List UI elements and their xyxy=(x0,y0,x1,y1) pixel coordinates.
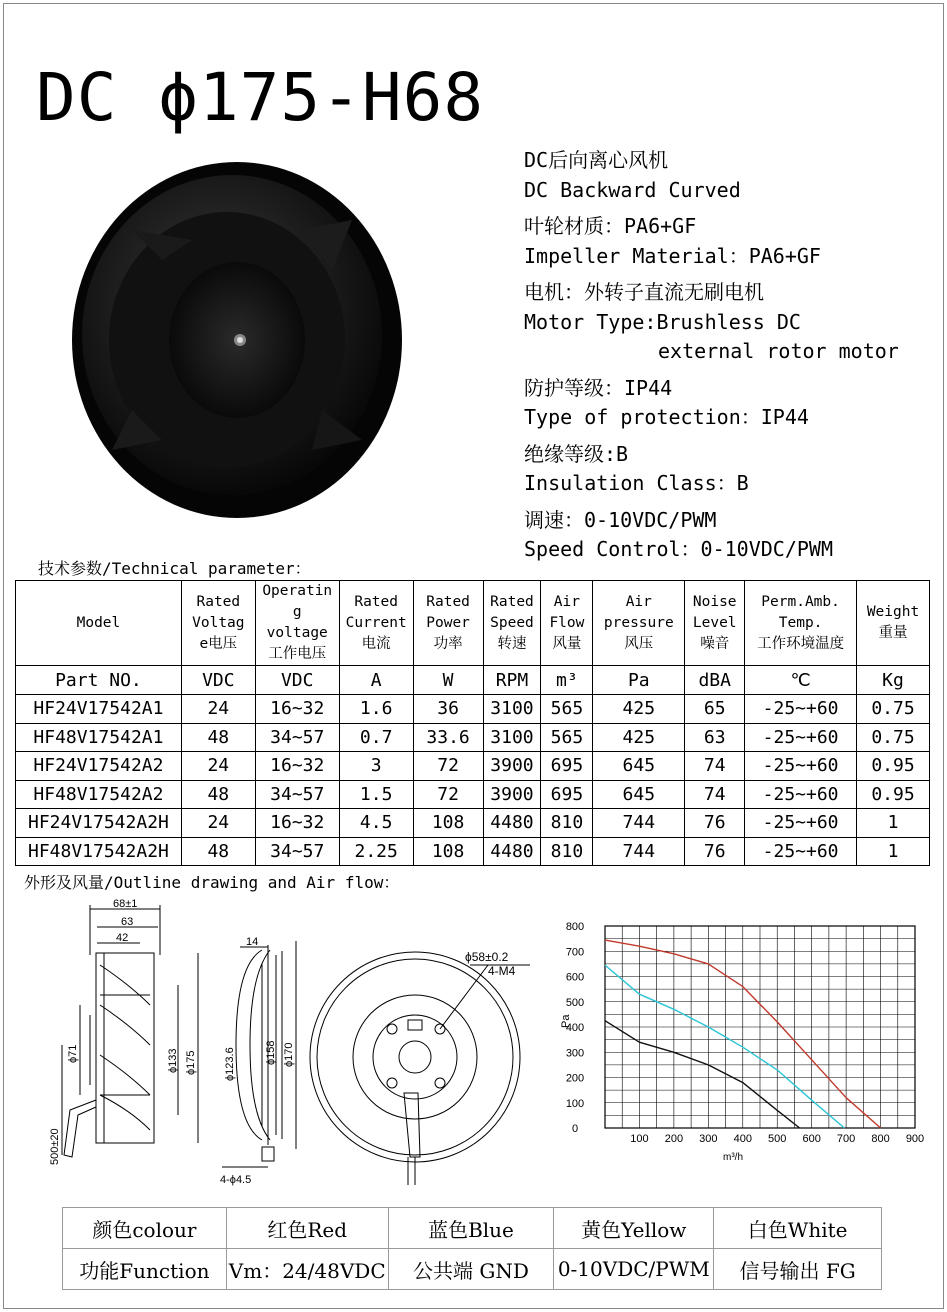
color-table-cell: 红色Red xyxy=(226,1208,388,1249)
color-table-cell: 蓝色Blue xyxy=(388,1208,554,1249)
table-cell: -25~+60 xyxy=(745,809,857,838)
table-row xyxy=(16,809,930,838)
wire-color-table xyxy=(62,1207,882,1290)
color-table-cell: Vm：24/48VDC xyxy=(226,1249,388,1290)
table-cell: 108 xyxy=(413,809,483,838)
table-cell: 744 xyxy=(593,809,685,838)
table-cell: 34~57 xyxy=(255,837,339,866)
chart-y-tick-label: 600 xyxy=(565,971,585,984)
chart-grid xyxy=(605,926,915,1128)
table-cell: 72 xyxy=(413,780,483,809)
param-header-7: Air pressure 风压 xyxy=(593,581,685,666)
param-header-9: Perm.Amb. Temp. 工作环境温度 xyxy=(745,581,857,666)
table-cell: HF48V17542A2H xyxy=(16,837,182,866)
motor-type-en-line2: external rotor motor xyxy=(658,339,899,363)
table-cell: 74 xyxy=(685,752,745,781)
tech-parameter-heading: 技术参数/Technical parameter： xyxy=(38,559,311,578)
dim-500: 500±20 xyxy=(49,1128,61,1165)
table-row xyxy=(16,837,930,866)
table-cell: 0.75 xyxy=(857,695,930,724)
param-unit-cell: Pa xyxy=(593,666,685,695)
table-cell: 0.95 xyxy=(857,752,930,781)
chart-x-tick-label: 400 xyxy=(733,1133,752,1145)
side-view-drawing xyxy=(62,905,198,1157)
table-cell: 0.75 xyxy=(857,723,930,752)
table-cell: 48 xyxy=(181,780,255,809)
table-cell: 24 xyxy=(181,752,255,781)
product-title: DC ϕ175-H68 xyxy=(36,59,485,136)
dim-68: 68±1 xyxy=(113,898,138,910)
param-unit-cell: Kg xyxy=(857,666,930,695)
chart-x-tick-label: 200 xyxy=(664,1133,684,1145)
table-cell: 645 xyxy=(593,780,685,809)
chart-x-tick-label: 500 xyxy=(768,1133,787,1145)
table-cell: 1.5 xyxy=(339,780,413,809)
param-unit-row xyxy=(16,666,930,695)
table-cell: 810 xyxy=(541,837,593,866)
table-cell: 695 xyxy=(541,752,593,781)
chart-y-tick-label: 700 xyxy=(565,946,585,959)
color-table-cell: 0-10VDC/PWM xyxy=(554,1249,714,1290)
chart-x-tick-label: 600 xyxy=(802,1133,821,1145)
color-table-cell: 颜色colour xyxy=(63,1208,227,1249)
table-cell: HF24V17542A1 xyxy=(16,695,182,724)
table-cell: 34~57 xyxy=(255,780,339,809)
chart-y-tick-label: 800 xyxy=(565,921,585,933)
table-cell: HF24V17542A2 xyxy=(16,752,182,781)
dim-42: 42 xyxy=(116,932,129,944)
param-header-6: Air Flow 风量 xyxy=(541,581,593,666)
table-cell: HF24V17542A2H xyxy=(16,809,182,838)
chart-y-tick-label: 500 xyxy=(565,996,585,1009)
outline-drawing xyxy=(0,895,545,1195)
color-table-row xyxy=(63,1208,882,1249)
table-cell: 76 xyxy=(685,837,745,866)
chart-x-label: m³/h xyxy=(723,1152,743,1163)
chart-y-tick-label: 200 xyxy=(565,1072,585,1085)
param-header-8: Noise Level 噪音 xyxy=(685,581,745,666)
chart-y-tick-label: 100 xyxy=(565,1097,585,1110)
table-row xyxy=(16,695,930,724)
dim-m4: 4-M4 xyxy=(488,964,516,978)
color-table-cell: 功能Function xyxy=(63,1249,227,1290)
table-cell: 24 xyxy=(181,695,255,724)
dim-phi133: ϕ133 xyxy=(167,1048,179,1073)
table-cell: 3900 xyxy=(483,752,541,781)
dim-phi58: ϕ58±0.2 xyxy=(465,950,509,964)
param-header-10: Weight 重量 xyxy=(857,581,930,666)
param-header-5: Rated Speed 转速 xyxy=(483,581,541,666)
param-unit-cell: Part NO. xyxy=(16,666,182,695)
table-row xyxy=(16,752,930,781)
chart-x-tick-label: 900 xyxy=(905,1133,925,1145)
dim-phi175: ϕ175 xyxy=(185,1050,197,1075)
fan-product-photo xyxy=(72,150,422,522)
color-table-row xyxy=(63,1249,882,1290)
table-cell: 63 xyxy=(685,723,745,752)
table-cell: 1 xyxy=(857,837,930,866)
table-cell: 3100 xyxy=(483,695,541,724)
motor-type-cn: 电机：外转子直流无刷电机 xyxy=(524,280,764,304)
impeller-material-en: Impeller Material：PA6+GF xyxy=(524,243,821,268)
color-table-cell: 白色White xyxy=(714,1208,882,1249)
table-cell: 72 xyxy=(413,752,483,781)
insulation-cn: 绝缘等级:B xyxy=(524,441,629,466)
table-cell: 2.25 xyxy=(339,837,413,866)
motor-type-en: Motor Type:Brushless DC xyxy=(524,309,801,334)
table-cell: 565 xyxy=(541,695,593,724)
dim-phi71: ϕ71 xyxy=(67,1044,79,1063)
outline-heading: 外形及风量/Outline drawing and Air flow： xyxy=(24,873,400,892)
table-cell: 3900 xyxy=(483,780,541,809)
table-cell: 695 xyxy=(541,780,593,809)
table-cell: 36 xyxy=(413,695,483,724)
fan-type-en: DC Backward Curved xyxy=(524,177,741,202)
table-cell: 33.6 xyxy=(413,723,483,752)
table-cell: -25~+60 xyxy=(745,695,857,724)
chart-x-tick-label: 800 xyxy=(871,1133,890,1145)
air-flow-chart xyxy=(545,910,940,1170)
param-unit-cell: VDC xyxy=(181,666,255,695)
chart-series-line-1 xyxy=(605,965,844,1128)
color-table-cell: 公共端 GND xyxy=(388,1249,554,1290)
param-unit-cell: RPM xyxy=(483,666,541,695)
table-cell: 425 xyxy=(593,695,685,724)
param-header-0: Model xyxy=(16,581,182,666)
table-cell: 0.95 xyxy=(857,780,930,809)
dim-phi123-6: ϕ123.6 xyxy=(224,1047,236,1081)
insulation-en: Insulation Class：B xyxy=(524,471,749,495)
table-cell: 744 xyxy=(593,837,685,866)
table-cell: 34~57 xyxy=(255,723,339,752)
protection-cn: 防护等级：IP44 xyxy=(524,375,673,400)
table-cell: 1 xyxy=(857,809,930,838)
table-row xyxy=(16,723,930,752)
table-cell: 4480 xyxy=(483,809,541,838)
param-unit-cell: m³ xyxy=(541,666,593,695)
table-cell: 16~32 xyxy=(255,809,339,838)
table-cell: -25~+60 xyxy=(745,837,857,866)
table-cell: HF48V17542A1 xyxy=(16,723,182,752)
dim-holes: 4-ϕ4.5 xyxy=(220,1174,252,1186)
chart-x-ticks xyxy=(630,1133,924,1145)
table-cell: 3 xyxy=(339,752,413,781)
table-cell: 48 xyxy=(181,723,255,752)
chart-series-line-2 xyxy=(605,1021,800,1128)
table-cell: 65 xyxy=(685,695,745,724)
chart-x-tick-label: 700 xyxy=(836,1133,856,1145)
param-unit-cell: dBA xyxy=(685,666,745,695)
chart-y-tick-label: 400 xyxy=(565,1022,585,1034)
chart-y-tick-label: 300 xyxy=(565,1047,585,1060)
color-table-cell: 黄色Yellow xyxy=(554,1208,714,1249)
dim-phi170: ϕ170 xyxy=(283,1042,295,1067)
dim-63: 63 xyxy=(121,916,134,928)
param-unit-cell: A xyxy=(339,666,413,695)
color-table-cell: 信号输出 FG xyxy=(714,1249,882,1290)
dim-14: 14 xyxy=(246,936,259,948)
param-unit-cell: W xyxy=(413,666,483,695)
impeller-material-cn: 叶轮材质：PA6+GF xyxy=(524,214,697,238)
technical-parameter-table xyxy=(15,580,930,866)
table-cell: -25~+60 xyxy=(745,723,857,752)
param-header-2: Operatin g voltage 工作电压 xyxy=(255,581,339,666)
param-header-4: Rated Power 功率 xyxy=(413,581,483,666)
top-view-drawing xyxy=(310,952,530,1185)
dim-phi158: ϕ158 xyxy=(265,1040,277,1065)
table-cell: 810 xyxy=(541,809,593,838)
table-cell: 16~32 xyxy=(255,752,339,781)
table-cell: 48 xyxy=(181,837,255,866)
speed-control-en: Speed Control：0-10VDC/PWM xyxy=(524,537,833,561)
param-unit-cell: ℃ xyxy=(745,666,857,695)
chart-y-tick-label: 0 xyxy=(571,1123,579,1135)
table-cell: 4480 xyxy=(483,837,541,866)
table-cell: 645 xyxy=(593,752,685,781)
table-cell: -25~+60 xyxy=(745,752,857,781)
table-cell: 425 xyxy=(593,723,685,752)
table-cell: HF48V17542A2 xyxy=(16,780,182,809)
speed-control-cn: 调速：0-10VDC/PWM xyxy=(524,507,717,532)
table-cell: 565 xyxy=(541,723,593,752)
table-cell: 3100 xyxy=(483,723,541,752)
spec-list xyxy=(524,146,899,565)
table-cell: 1.6 xyxy=(339,695,413,724)
table-cell: 16~32 xyxy=(255,695,339,724)
fan-type-cn: DC后向离心风机 xyxy=(524,148,669,172)
table-cell: 108 xyxy=(413,837,483,866)
table-cell: 74 xyxy=(685,780,745,809)
chart-x-tick-label: 300 xyxy=(699,1133,718,1145)
table-cell: 76 xyxy=(685,809,745,838)
table-cell: 24 xyxy=(181,809,255,838)
table-cell: 4.5 xyxy=(339,809,413,838)
param-header-1: Rated Voltag e电压 xyxy=(181,581,255,666)
protection-en: Type of protection：IP44 xyxy=(524,405,809,429)
param-unit-cell: VDC xyxy=(255,666,339,695)
chart-x-tick-label: 100 xyxy=(630,1133,649,1145)
table-cell: -25~+60 xyxy=(745,780,857,809)
table-cell: 0.7 xyxy=(339,723,413,752)
chart-y-label: Pa xyxy=(560,1014,572,1028)
param-header-3: Rated Current 电流 xyxy=(339,581,413,666)
table-row xyxy=(16,780,930,809)
